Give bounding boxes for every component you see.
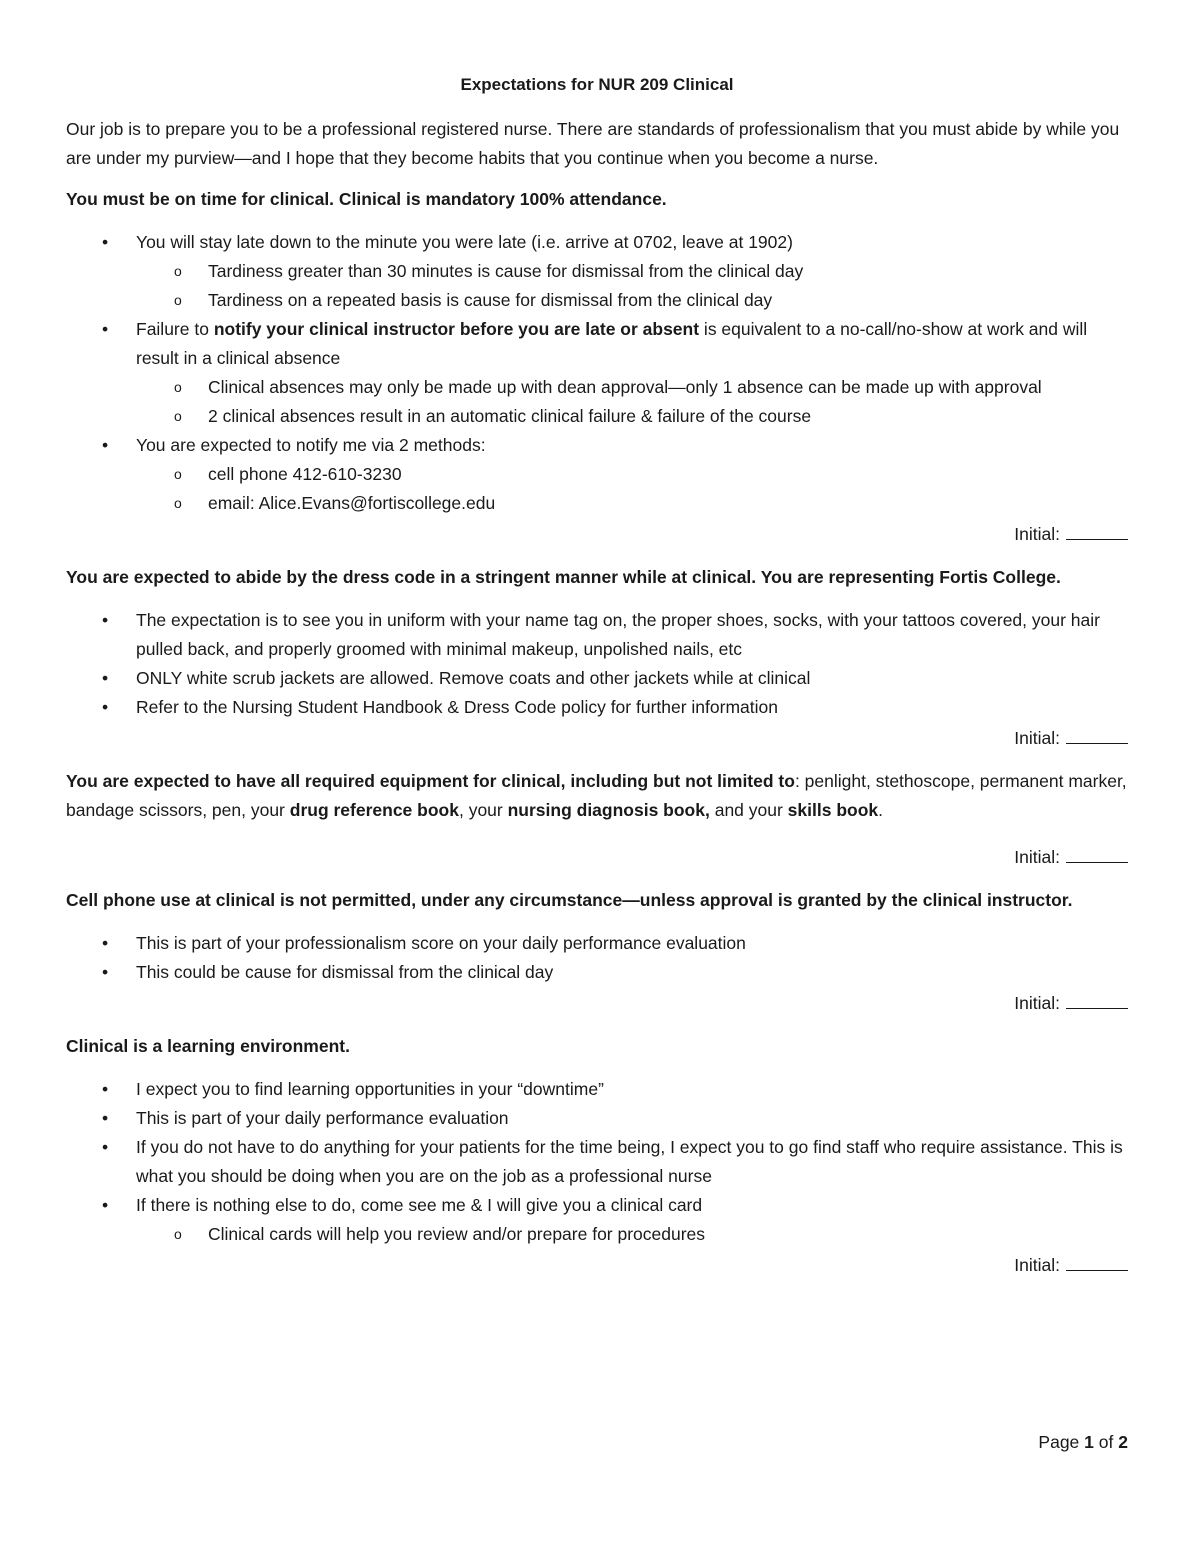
- bullet-icon: •: [102, 1108, 109, 1128]
- intro-paragraph: Our job is to prepare you to be a professional registered nurse. There are standards of professionalism that you must abide by while you are under my purview—and I hope that they become habits that you continue when you become a nurse.: [66, 119, 1120, 168]
- list-item: [66, 664, 1128, 693]
- bullet-icon: •: [102, 232, 109, 252]
- bullet-icon: •: [102, 1079, 109, 1099]
- sub-list-item: [136, 1220, 1128, 1249]
- learning-list: [66, 1075, 1128, 1249]
- initial-label: Initial:: [1014, 847, 1060, 867]
- cell-phone-list: [66, 929, 1128, 987]
- equipment-text: .: [878, 800, 883, 820]
- equipment-text: : penlight, stethoscope, permanent marker, bandage scissors, pen, your: [66, 771, 1127, 820]
- list-item-text: This is part of your daily performance evaluation: [136, 1108, 509, 1128]
- list-item: [66, 606, 1128, 664]
- list-item-text: is equivalent to a no-call/no-show at work and will result in a clinical absence: [136, 319, 1088, 368]
- section-learning: [66, 1032, 1128, 1280]
- list-item-text: ONLY white scrub jackets are allowed. Remove coats and other jackets while at clinical: [136, 668, 811, 688]
- circle-bullet-icon: o: [174, 1226, 182, 1242]
- section-attendance: [66, 185, 1128, 549]
- bullet-icon: •: [102, 435, 109, 455]
- bullet-icon: •: [102, 668, 109, 688]
- bullet-icon: •: [102, 1195, 109, 1215]
- document-page: [66, 70, 1128, 1280]
- attendance-list: [66, 228, 1128, 518]
- list-item: [66, 1104, 1128, 1133]
- page-number: [1038, 1432, 1128, 1453]
- sub-list-item: [136, 402, 1128, 431]
- initial-label: Initial:: [1014, 1255, 1060, 1275]
- initial-label: Initial:: [1014, 524, 1060, 544]
- equipment-text: and your: [709, 800, 788, 820]
- email-address: email: Alice.Evans@fortiscollege.edu: [208, 493, 496, 513]
- initial-blank[interactable]: [1066, 844, 1128, 863]
- list-item-text: Refer to the Nursing Student Handbook & Dress Code policy for further information: [136, 697, 778, 717]
- initial-line: [66, 989, 1128, 1018]
- initial-blank[interactable]: [1066, 990, 1128, 1009]
- equipment-text: , your: [458, 800, 508, 820]
- list-item-text: I expect you to find learning opportunities in your “downtime”: [136, 1079, 604, 1099]
- list-item-text: You will stay late down to the minute you were late (i.e. arrive at 0702, leave at 1902): [136, 232, 793, 252]
- list-item-text: You are expected to notify me via 2 methods:: [136, 435, 486, 455]
- learning-heading: Clinical is a learning environment.: [66, 1036, 350, 1056]
- sub-list: [136, 460, 1128, 518]
- bullet-icon: •: [102, 319, 109, 339]
- sub-list-item-text: 2 clinical absences result in an automatic clinical failure & failure of the course: [208, 406, 812, 426]
- dress-code-list: [66, 606, 1128, 722]
- equipment-bold-text: skills book: [787, 800, 879, 820]
- list-item: [66, 431, 1128, 518]
- sub-list-item-text: Clinical absences may only be made up with dean approval—only 1 absence can be made up with approval: [208, 377, 1042, 397]
- initial-label: Initial:: [1014, 728, 1060, 748]
- document-title: Expectations for NUR 209 Clinical: [460, 75, 734, 94]
- section-equipment: [66, 767, 1128, 872]
- equipment-bold-text: nursing diagnosis book,: [507, 800, 710, 820]
- initial-blank[interactable]: [1066, 1252, 1128, 1271]
- page-word: Page: [1038, 1432, 1080, 1452]
- list-item-text: Failure to: [136, 319, 214, 339]
- circle-bullet-icon: o: [174, 379, 182, 395]
- list-item-bold-text: notify your clinical instructor before you are late or absent: [213, 319, 700, 339]
- initial-line: [66, 520, 1128, 549]
- list-item-text: This could be cause for dismissal from the clinical day: [136, 962, 554, 982]
- sub-list-item-text: Tardiness on a repeated basis is cause for dismissal from the clinical day: [208, 290, 773, 310]
- section-dress-code: [66, 563, 1128, 753]
- bullet-icon: •: [102, 697, 109, 717]
- circle-bullet-icon: o: [174, 495, 182, 511]
- circle-bullet-icon: o: [174, 408, 182, 424]
- bullet-icon: •: [102, 962, 109, 982]
- list-item-text: If you do not have to do anything for your patients for the time being, I expect you to go find staff who require assistance. This is what you should be doing when you are on the job as a professional nurse: [136, 1137, 1123, 1186]
- circle-bullet-icon: o: [174, 466, 182, 482]
- equipment-bold-text: drug reference book: [289, 800, 459, 820]
- sub-list-item: [136, 373, 1128, 402]
- initial-line: [66, 843, 1128, 872]
- sub-list: [136, 1220, 1128, 1249]
- circle-bullet-icon: o: [174, 292, 182, 308]
- sub-list-item: [136, 489, 1128, 518]
- bullet-icon: •: [102, 610, 109, 630]
- sub-list-item-text: Tardiness greater than 30 minutes is cause for dismissal from the clinical day: [208, 261, 804, 281]
- list-item: [66, 958, 1128, 987]
- initial-line: [66, 1251, 1128, 1280]
- list-item-text: If there is nothing else to do, come see me & I will give you a clinical card: [136, 1195, 703, 1215]
- equipment-paragraph: [66, 767, 1128, 825]
- equipment-bold-text: You are expected to have all required equipment for clinical, including but not limited to: [66, 771, 795, 791]
- initial-blank[interactable]: [1066, 521, 1128, 540]
- sub-list-item-text: Clinical cards will help you review and/or prepare for procedures: [208, 1224, 706, 1244]
- initial-blank[interactable]: [1066, 725, 1128, 744]
- bullet-icon: •: [102, 933, 109, 953]
- sub-list: [136, 257, 1128, 315]
- list-item-text: This is part of your professionalism score on your daily performance evaluation: [136, 933, 746, 953]
- phone-number: cell phone 412-610-3230: [208, 464, 402, 484]
- of-word: of: [1098, 1432, 1114, 1452]
- list-item: [66, 228, 1128, 315]
- list-item: [66, 693, 1128, 722]
- list-item: [66, 929, 1128, 958]
- attendance-heading: You must be on time for clinical. Clinical is mandatory 100% attendance.: [66, 189, 667, 209]
- list-item: [66, 1075, 1128, 1104]
- cell-phone-heading: Cell phone use at clinical is not permitted, under any circumstance—unless approval is granted by the clinical instructor.: [66, 890, 1073, 910]
- list-item-text: The expectation is to see you in uniform with your name tag on, the proper shoes, socks, with your tattoos covered, your hair pulled back, and properly groomed with minimal makeup, unpolished nails, etc: [136, 610, 1100, 659]
- bullet-icon: •: [102, 1137, 109, 1157]
- initial-line: [66, 724, 1128, 753]
- page-current: 1: [1084, 1432, 1094, 1452]
- circle-bullet-icon: o: [174, 263, 182, 279]
- sub-list-item: [136, 257, 1128, 286]
- list-item: [66, 1191, 1128, 1249]
- sub-list: [136, 373, 1128, 431]
- initial-label: Initial:: [1014, 993, 1060, 1013]
- section-cell-phone: [66, 886, 1128, 1018]
- dress-code-heading: You are expected to abide by the dress code in a stringent manner while at clinical. You are representing Fortis College.: [66, 567, 1061, 587]
- sub-list-item: [136, 460, 1128, 489]
- list-item: [66, 315, 1128, 431]
- page-total: 2: [1118, 1432, 1128, 1452]
- sub-list-item: [136, 286, 1128, 315]
- list-item: [66, 1133, 1128, 1191]
